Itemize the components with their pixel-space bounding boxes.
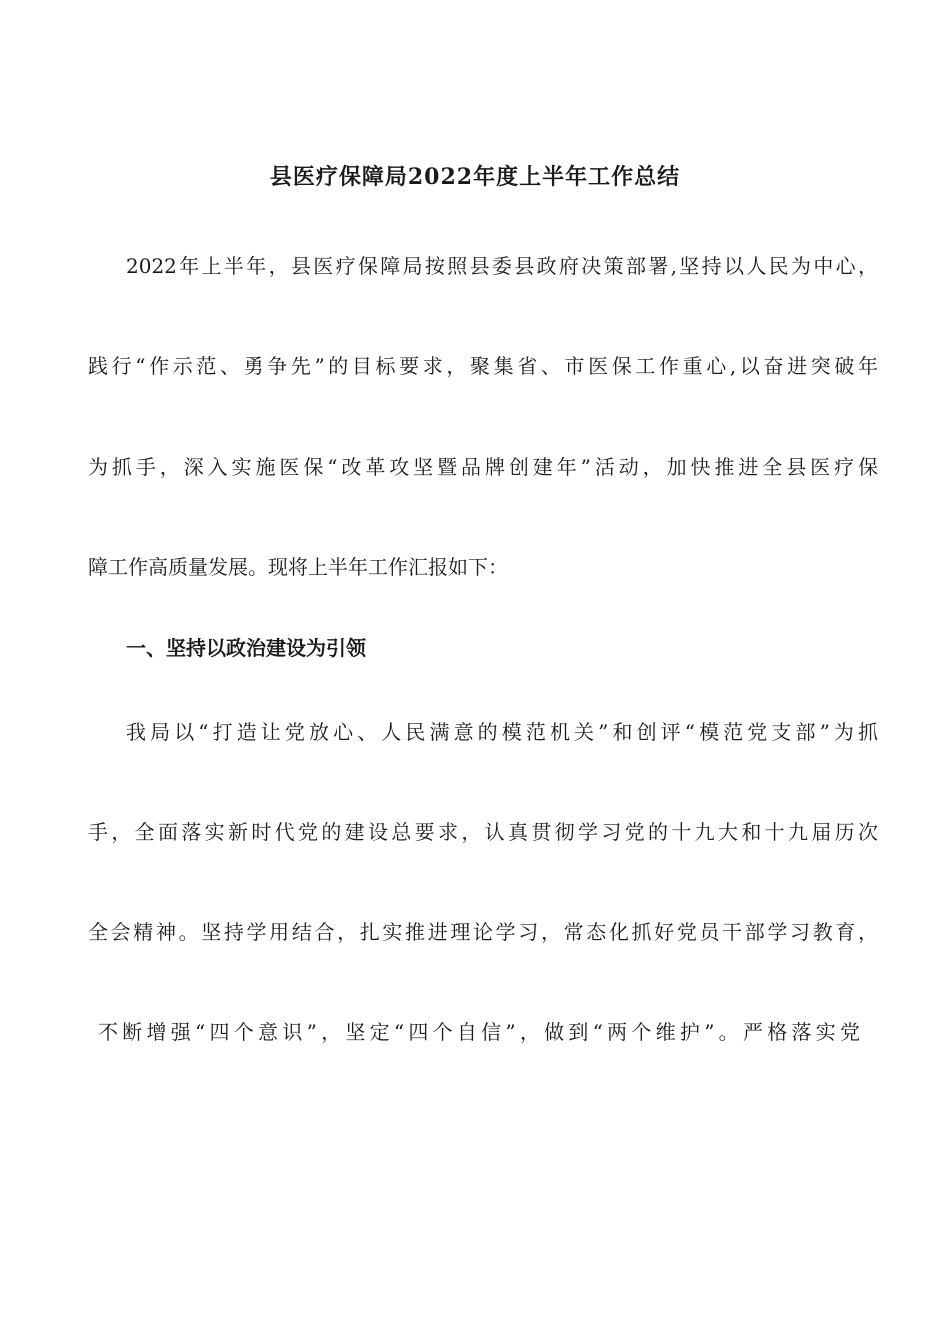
paragraph-line: 践行“作示范、勇争先”的目标要求，聚集省、市医保工作重心,以奋进突破年 [88, 354, 878, 378]
paragraph-line: 为抓手，深入实施医保“改革攻坚暨品牌创建年”活动，加快推进全县医疗保 [88, 455, 878, 479]
paragraph-line: 障工作高质量发展。现将上半年工作汇报如下： [88, 555, 508, 579]
section-heading: 一、坚持以政治建设为引领 [126, 636, 366, 660]
paragraph-line: 全会精神。坚持学用结合，扎实推进理论学习，常态化抓好党员干部学习教育， [88, 920, 878, 944]
document-title: 县医疗保障局2022年度上半年工作总结 [269, 164, 681, 190]
paragraph-line: 手，全面落实新时代党的建设总要求，认真贯彻学习党的十九大和十九届历次 [88, 820, 878, 844]
paragraph-line: 我局以“打造让党放心、人民满意的模范机关”和创评“模范党支部”为抓 [126, 720, 878, 744]
paragraph-line: 不断增强“四个意识”，坚定“四个自信”，做到“两个维护”。严格落实党 [98, 1020, 860, 1044]
paragraph-line: 2022年上半年，县医疗保障局按照县委县政府决策部署,坚持以人民为中心， [126, 254, 878, 278]
